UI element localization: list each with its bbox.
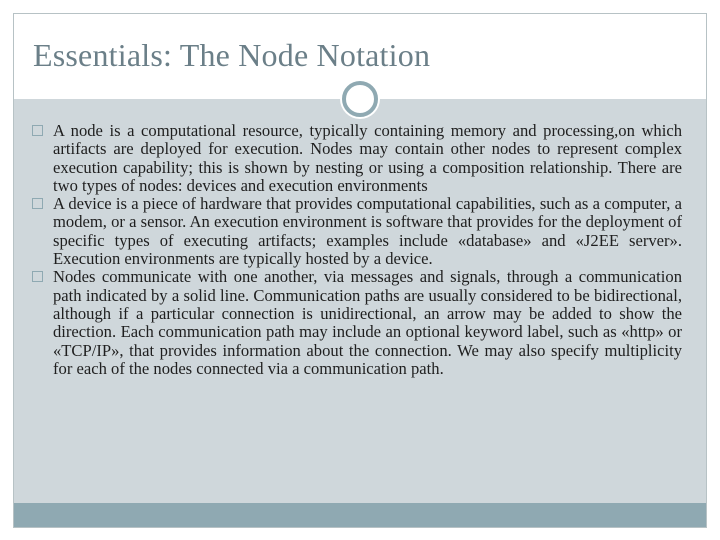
square-bullet-icon [32, 271, 43, 282]
divider-left [14, 97, 340, 99]
square-bullet-icon [32, 125, 43, 136]
slide-title: Essentials: The Node Notation [33, 37, 431, 73]
bullet-item [32, 268, 682, 378]
footer-band [14, 503, 706, 527]
bullet-item [32, 195, 682, 268]
bullet-item [32, 122, 682, 195]
circle-ornament-icon [342, 81, 378, 117]
divider-right [382, 97, 706, 99]
bullet-list [32, 122, 682, 378]
bullet-text: A device is a piece of hardware that provides computational capabilities, such as a computer, a modem, or a sensor. An execution environment is software that provides for the deployment of specific types of executing artifacts; examples include «database» and «J2EE server». Execution environments are typically hosted by a device. [53, 194, 682, 269]
square-bullet-icon [32, 198, 43, 209]
bullet-text: A node is a computational resource, typically containing memory and processing,on which artifacts are deployed for execution. Nodes may contain other nodes to represent complex execution capability; this is shown by nesting or using a composition relationship. There are two types of nodes: devices and execution environments [53, 121, 682, 195]
bullet-text: Nodes communicate with one another, via messages and signals, through a communication path indicated by a solid line. Communication paths are usually considered to be bidirectional, although if a particular connection is unidirectional, an arrow may be added to show the direction. Each communication path may include an optional keyword label, such as «http» or «TCP/IP», that provides information about the connection. We may also specify multiplicity for each of the nodes connected via a communication path. [53, 267, 682, 378]
